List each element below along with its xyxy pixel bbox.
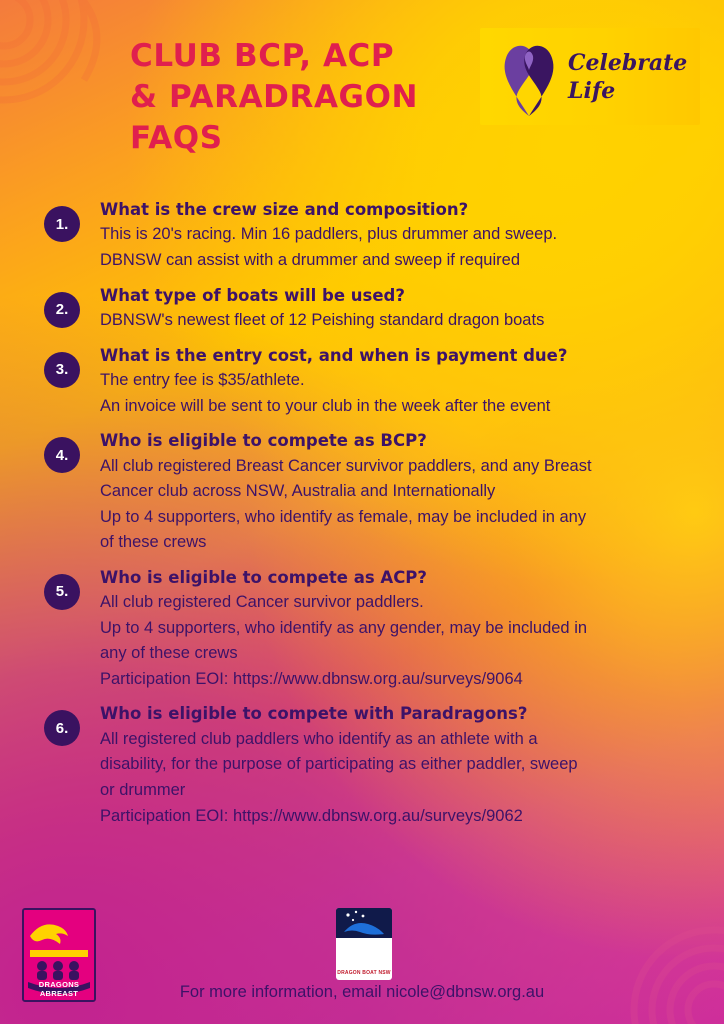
faq-answer-line: Up to 4 supporters, who identify as any gender, may be included in [100, 618, 588, 637]
celebrate-life-line-1: Celebrate [568, 50, 688, 76]
dragon-boat-nsw-logo [336, 908, 392, 980]
faq-answer-line: of these crews [100, 533, 207, 552]
faq-answer-line: any of these crews [100, 644, 238, 663]
page-title-line-3: FAQS [130, 119, 223, 156]
faq-answer-line: An invoice will be sent to your club in the week after the event [100, 396, 551, 415]
faq-question: What is the entry cost, and when is payment due? [100, 345, 568, 365]
faq-answer-line: disability, for the purpose of participating as either paddler, sweep [100, 755, 578, 774]
dragon-boat-nsw-crest-icon [336, 908, 392, 938]
page-title-line-1: CLUB BCP, ACP [130, 38, 395, 74]
page-title-line-2: & PARADRAGON [130, 78, 419, 115]
faq-item [40, 284, 700, 334]
faq-question: Who is eligible to compete with Paradragons? [100, 704, 528, 724]
faq-answer-eoi-link[interactable]: Participation EOI: https://www.dbnsw.org.au/surveys/9062 [100, 806, 523, 825]
faq-answer-line: The entry fee is $35/athlete. [100, 370, 305, 389]
page-title [130, 36, 470, 159]
faq-answer-line: DBNSW can assist with a drummer and sweep if required [100, 250, 520, 269]
faq-item [40, 429, 700, 556]
faq-item [40, 344, 700, 420]
faq-question: Who is eligible to compete as ACP? [100, 567, 427, 587]
faq-answer-line: Cancer club across NSW, Australia and Internationally [100, 482, 496, 501]
faq-item [40, 566, 700, 693]
faq-number-badge: 4. [44, 437, 80, 473]
faq-item [40, 702, 700, 829]
faq-answer-line: All club registered Breast Cancer survivor paddlers, and any Breast [100, 456, 592, 475]
dragons-abreast-line-2: ABREAST [39, 988, 79, 998]
faq-answer-line: All club registered Cancer survivor paddlers. [100, 593, 424, 612]
faq-answer-line: All registered club paddlers who identify as an athlete with a [100, 729, 538, 748]
faq-question: Who is eligible to compete as BCP? [100, 431, 427, 451]
faq-number-badge: 6. [44, 710, 80, 746]
dragons-abreast-line-1: DRAGONS [38, 980, 80, 990]
faq-answer-line: Up to 4 supporters, who identify as female, may be included in any [100, 507, 587, 526]
faq-answer-line: This is 20's racing. Min 16 paddlers, plus drummer and sweep. [100, 225, 558, 244]
faq-number-badge: 5. [44, 574, 80, 610]
faq-number-badge: 3. [44, 352, 80, 388]
awareness-ribbon-icon [496, 36, 562, 118]
faq-number-badge: 1. [44, 206, 80, 242]
faq-answer-line: or drummer [100, 780, 186, 799]
contact-info[interactable]: For more information, email nicole@dbnsw.org.au [179, 983, 545, 1001]
faq-answer-eoi-link[interactable]: Participation EOI: https://www.dbnsw.org.au/surveys/9064 [100, 669, 523, 688]
celebrate-life-logo [480, 28, 700, 125]
faq-question: What type of boats will be used? [100, 285, 405, 305]
faq-question: What is the crew size and composition? [100, 200, 469, 219]
celebrate-life-line-2: Life [568, 77, 616, 104]
faq-item [40, 198, 700, 274]
celebrate-life-text [568, 50, 687, 105]
faq-answer-line: DBNSW's newest fleet of 12 Peishing standard dragon boats [100, 310, 545, 329]
dragon-boat-nsw-label: DRAGON BOAT NSW [337, 969, 391, 976]
faq-number-badge: 2. [44, 292, 80, 328]
faq-list [40, 198, 700, 839]
